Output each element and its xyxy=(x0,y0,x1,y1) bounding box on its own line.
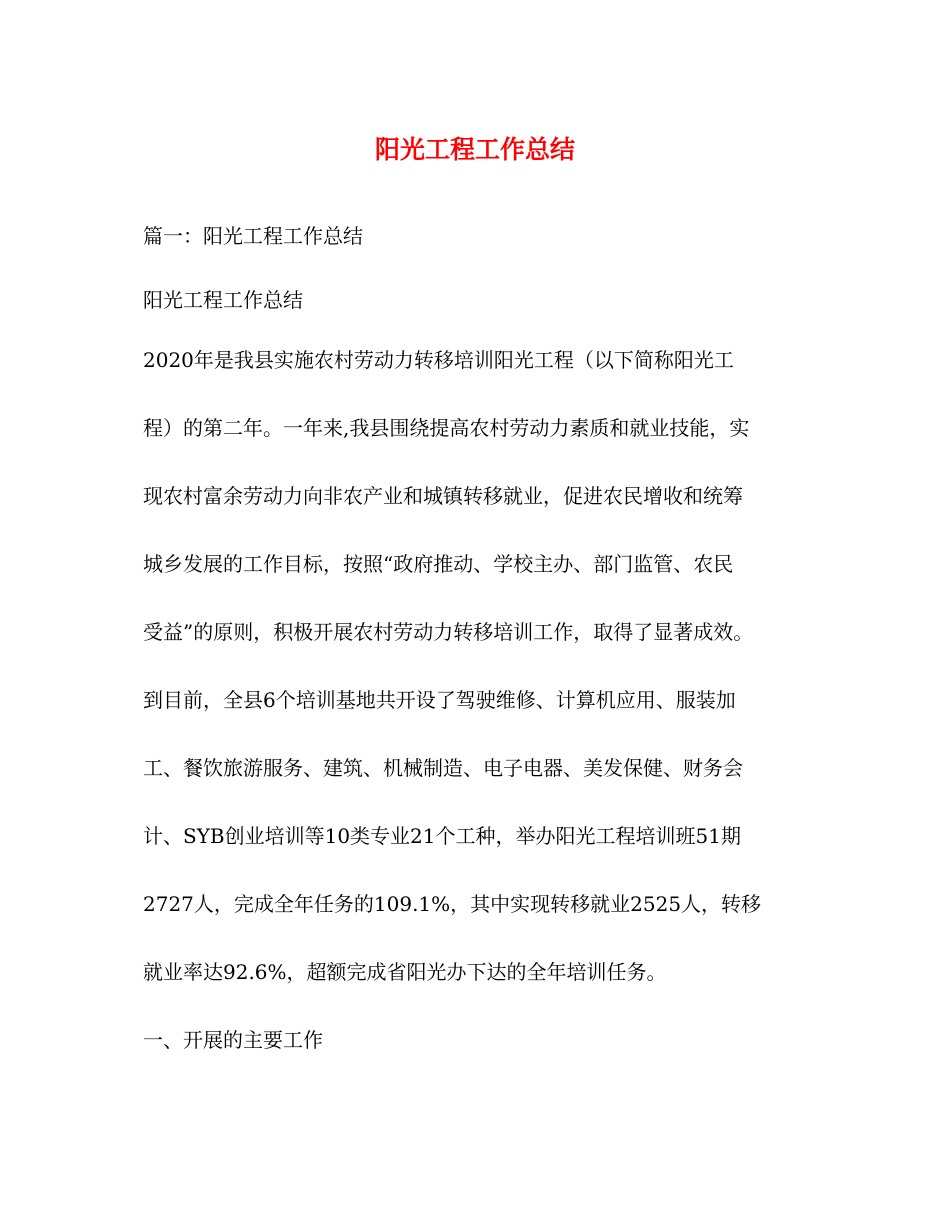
paragraph-line: 现农村富余劳动力向非农产业和城镇转移就业，促进农民增收和统筹 xyxy=(143,484,743,508)
document-subtitle: 阳光工程工作总结 xyxy=(143,288,303,312)
section-heading: 篇一：阳光工程工作总结 xyxy=(143,224,363,248)
paragraph-line: 受益”的原则，积极开展农村劳动力转移培训工作，取得了显著成效。 xyxy=(143,620,754,644)
paragraph-line: 程）的第二年。一年来,我县围绕提高农村劳动力素质和就业技能，实 xyxy=(143,416,750,440)
list-heading: 一、开展的主要工作 xyxy=(143,1028,323,1052)
paragraph-line: 计、SYB创业培训等10类专业21个工种，举办阳光工程培训班51期 xyxy=(143,824,741,848)
paragraph-line: 2727人，完成全年任务的109.1%，其中实现转移就业2525人，转移 xyxy=(143,892,762,916)
paragraph-line: 到目前，全县6个培训基地共开设了驾驶维修、计算机应用、服装加 xyxy=(143,688,736,712)
paragraph-line: 2020年是我县实施农村劳动力转移培训阳光工程（以下简称阳光工 xyxy=(143,348,734,372)
paragraph-line: 城乡发展的工作目标，按照“政府推动、学校主办、部门监管、农民 xyxy=(143,552,734,576)
paragraph-line: 就业率达92.6%，超额完成省阳光办下达的全年培训任务。 xyxy=(143,960,667,984)
document-title: 阳光工程工作总结 xyxy=(374,135,575,164)
paragraph-line: 工、餐饮旅游服务、建筑、机械制造、电子电器、美发保健、财务会 xyxy=(143,756,743,780)
